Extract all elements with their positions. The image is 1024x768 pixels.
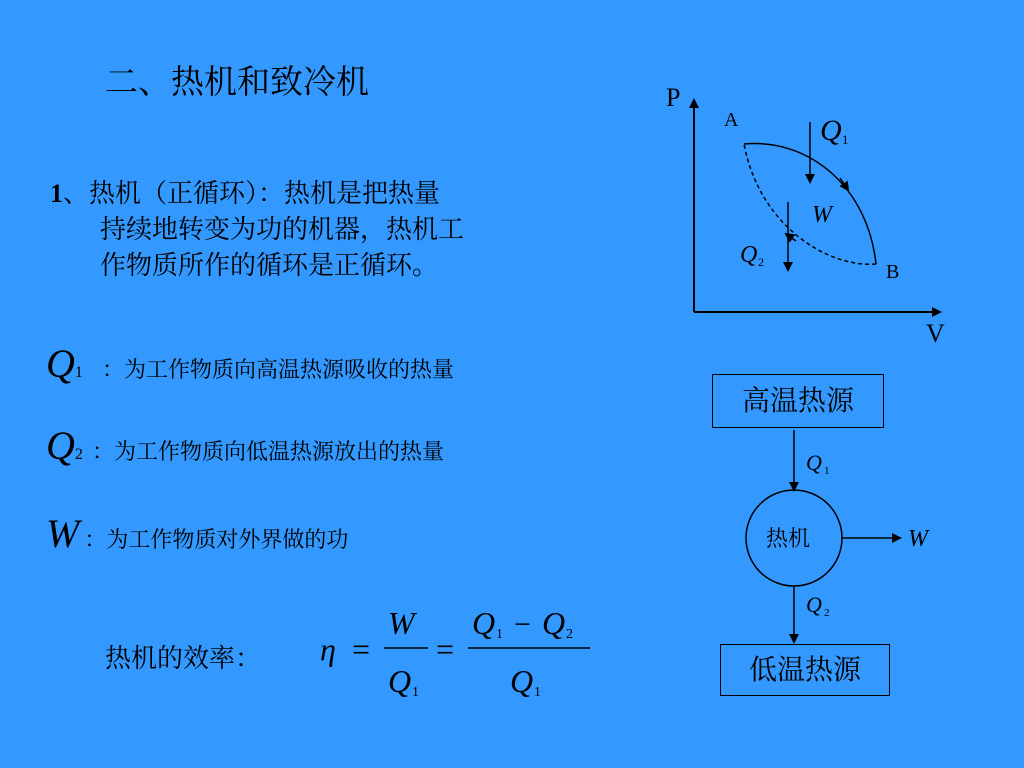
- flow-w-label: W: [908, 526, 928, 552]
- efficiency-formula: [310, 596, 610, 706]
- expansion-arrow: [840, 178, 848, 190]
- numerator-minus: −: [514, 608, 531, 641]
- section-line-3: 作物质所作的循环是正循环。: [100, 251, 439, 281]
- v-axis-label: V: [926, 319, 945, 348]
- definition-subscript: 1: [74, 364, 83, 381]
- engine-label: 热机: [766, 527, 811, 552]
- definition-symbol: Q: [46, 423, 75, 468]
- flow-q1-sub: 1: [824, 465, 830, 477]
- q2-label: Q: [740, 242, 758, 268]
- flow-q2-label: Q: [806, 592, 822, 617]
- definition-w: [46, 510, 348, 557]
- definition-symbol: W: [46, 511, 80, 556]
- p-axis-label: P: [666, 83, 681, 112]
- pv-diagram: [640, 78, 960, 358]
- section-line-2: 持续地转变为功的机器，热机工: [100, 215, 465, 245]
- efficiency-eta: η: [320, 631, 336, 667]
- efficiency-label: 热机的效率：: [105, 644, 262, 674]
- definition-symbol: Q: [46, 341, 75, 386]
- definition-q2: [46, 422, 444, 469]
- section-line-1: 、热机（正循环）：热机是把热量: [63, 179, 441, 209]
- denominator-q1-sub: 1: [534, 685, 541, 700]
- point-a-label: A: [724, 109, 739, 131]
- q1-sub: 1: [842, 132, 849, 147]
- numerator-q2-sub: 2: [566, 627, 573, 642]
- efficiency-denominator-sub: 1: [412, 685, 419, 700]
- definition-subscript: 2: [74, 446, 83, 463]
- definition-text: ：为工作物质对外界做的功: [84, 528, 349, 553]
- efficiency-equals-2: =: [436, 631, 455, 667]
- flow-q1-label: Q: [806, 450, 822, 475]
- definition-q1: [46, 340, 454, 387]
- section-paragraph: [50, 176, 610, 284]
- efficiency-equals-1: =: [352, 631, 371, 667]
- definition-text: ：为工作物质向高温热源吸收的热量: [101, 358, 454, 383]
- efficiency-denominator-q: Q: [388, 663, 412, 699]
- work-label: W: [812, 202, 832, 228]
- hot-reservoir-box: 高温热源: [712, 374, 884, 428]
- efficiency-numerator-w: W: [388, 605, 415, 641]
- definition-text: ：为工作物质向低温热源放出的热量: [91, 440, 444, 465]
- point-b-label: B: [886, 261, 900, 283]
- numerator-q1-sub: 1: [496, 627, 503, 642]
- section-number: 1: [50, 179, 63, 208]
- flow-q2-sub: 2: [824, 607, 830, 619]
- flow-diagram: [700, 426, 980, 646]
- q1-label: Q: [820, 114, 842, 147]
- numerator-q1: Q: [472, 605, 496, 641]
- cold-reservoir-box: 低温热源: [720, 644, 890, 696]
- page-title: 二、热机和致冷机: [105, 62, 369, 101]
- q2-sub: 2: [758, 255, 764, 269]
- numerator-q2: Q: [542, 605, 566, 641]
- denominator-q1: Q: [510, 663, 534, 699]
